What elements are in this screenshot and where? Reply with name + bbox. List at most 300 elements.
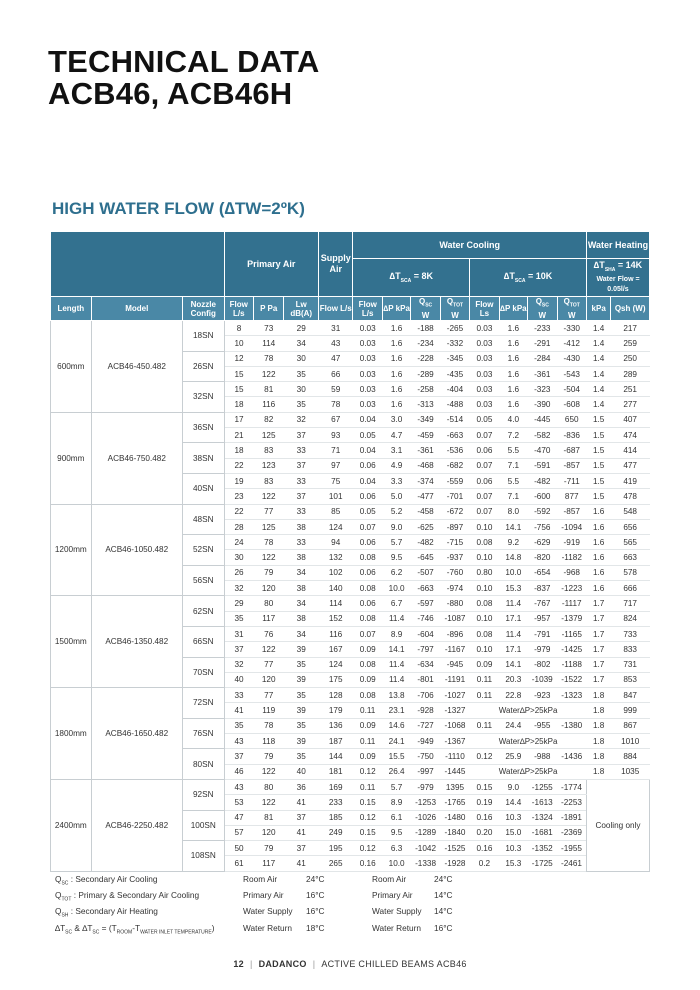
table-cell: 81 <box>254 810 284 825</box>
table-cell: -896 <box>440 626 469 641</box>
table-cell: 14.1 <box>499 519 527 534</box>
table-cell: 419 <box>611 473 650 488</box>
table-cell: 0.11 <box>353 703 382 718</box>
heating-note-cell: Cooling only <box>586 779 649 871</box>
table-cell: -1188 <box>557 657 586 672</box>
table-cell: 0.09 <box>353 749 382 764</box>
table-cell: 38 <box>284 519 319 534</box>
table-cell: 79 <box>254 841 284 856</box>
table-cell: 11.4 <box>382 657 410 672</box>
table-cell: 47 <box>224 810 253 825</box>
table-cell: 1.7 <box>586 642 610 657</box>
table-cell: 33 <box>284 473 319 488</box>
header-water-cooling: Water Cooling <box>353 232 587 259</box>
legend-qtot-text: : Primary & Secondary Air Cooling <box>73 890 200 901</box>
table-cell: 1.7 <box>586 611 610 626</box>
header-dt-sca-10: $\Delta T_{SCA} = 10K$ <box>470 259 587 297</box>
table-cell: 731 <box>611 657 650 672</box>
table-cell: 853 <box>611 672 650 687</box>
table-cell: 28 <box>224 519 253 534</box>
model-cell: ACB46-1050.482 <box>91 504 182 596</box>
table-cell: 0.06 <box>470 473 499 488</box>
table-cell: -1774 <box>557 779 586 794</box>
table-cell: -1027 <box>440 688 469 703</box>
table-cell: 8.0 <box>499 504 527 519</box>
header-qsh: Qsh (W) <box>611 297 650 321</box>
table-cell: -507 <box>411 565 440 580</box>
table-cell: 1.6 <box>499 351 527 366</box>
table-cell: -767 <box>528 596 557 611</box>
table-cell: 877 <box>557 489 586 504</box>
table-cell: 179 <box>318 703 353 718</box>
table-cell: 17 <box>224 412 253 427</box>
table-cell: 21 <box>224 428 253 443</box>
table-cell: -701 <box>440 489 469 504</box>
table-row <box>51 779 650 794</box>
table-cell: 10.0 <box>382 856 410 871</box>
nozzle-cell: 72SN <box>182 688 224 719</box>
table-cell: 249 <box>318 825 353 840</box>
header-flow-ls: Flow L/s <box>224 297 253 321</box>
page-number: 12 <box>233 959 244 969</box>
table-cell: -228 <box>411 351 440 366</box>
table-cell: -997 <box>411 764 440 779</box>
table-cell: 1.6 <box>382 382 410 397</box>
table-cell: 119 <box>254 703 284 718</box>
table-cell: 5.7 <box>382 535 410 550</box>
table-cell: -682 <box>440 458 469 473</box>
table-cell: 666 <box>611 581 650 596</box>
table-cell: 7.1 <box>499 489 527 504</box>
table-cell: -1338 <box>411 856 440 871</box>
table-cell: 0.08 <box>353 657 382 672</box>
table-cell: 46 <box>224 764 253 779</box>
table-cell: 1.6 <box>586 550 610 565</box>
table-cell: 122 <box>254 550 284 565</box>
table-cell: 11.4 <box>382 672 410 687</box>
table-cell: -600 <box>528 489 557 504</box>
table-cell: 5.5 <box>499 473 527 488</box>
table-cell: 122 <box>254 795 284 810</box>
table-cell: 0.15 <box>470 779 499 794</box>
table-cell: 40 <box>224 672 253 687</box>
table-cell: 41 <box>284 856 319 871</box>
table-cell: 34 <box>284 596 319 611</box>
table-cell: 0.06 <box>353 596 382 611</box>
table-cell: 31 <box>224 626 253 641</box>
table-cell: 0.12 <box>353 841 382 856</box>
table-cell: -1445 <box>440 764 469 779</box>
model-cell: ACB46-1650.482 <box>91 688 182 780</box>
table-cell: 9.0 <box>499 779 527 794</box>
table-cell: 26 <box>224 565 253 580</box>
table-cell: -746 <box>411 611 440 626</box>
table-cell: 656 <box>611 519 650 534</box>
table-cell: 1.6 <box>586 519 610 534</box>
table-cell: 6.2 <box>382 565 410 580</box>
table-cell: 195 <box>318 841 353 856</box>
table-cell: 1.6 <box>586 535 610 550</box>
legend-qsh: $Q_{SH}$ : Secondary Air Heating <box>55 906 158 920</box>
table-cell: -1352 <box>528 841 557 856</box>
table-cell: -760 <box>440 565 469 580</box>
legend-water-supply-1: Water Supply <box>243 906 293 917</box>
table-cell: -1840 <box>440 825 469 840</box>
table-cell: 187 <box>318 734 353 749</box>
table-cell: 0.03 <box>353 366 382 381</box>
table-cell: 32 <box>224 581 253 596</box>
table-row <box>51 596 650 611</box>
table-cell: 101 <box>318 489 353 504</box>
length-cell: 1800mm <box>51 688 92 780</box>
legend-primary-air-2: Primary Air <box>372 890 413 901</box>
table-cell: 167 <box>318 642 353 657</box>
table-cell: 57 <box>224 825 253 840</box>
header-flow-10: Flow Ls <box>470 297 499 321</box>
table-cell: 5.7 <box>382 779 410 794</box>
table-cell: 124 <box>318 519 353 534</box>
table-cell: 0.08 <box>353 688 382 703</box>
table-cell: 125 <box>254 428 284 443</box>
table-cell: 38 <box>284 611 319 626</box>
legend-value: 18°C <box>306 922 325 933</box>
table-cell: -1425 <box>557 642 586 657</box>
table-cell: 5.0 <box>382 489 410 504</box>
table-cell: 1.5 <box>586 489 610 504</box>
table-cell: -1167 <box>440 642 469 657</box>
legend-value: 14°C <box>434 906 453 917</box>
header-qsc-8: $Q_{SC}$ W <box>411 297 440 321</box>
table-cell: 6.1 <box>382 810 410 825</box>
header-p-pa: P Pa <box>254 297 284 321</box>
table-cell: -711 <box>557 473 586 488</box>
table-cell: -756 <box>528 519 557 534</box>
table-cell: 85 <box>318 504 353 519</box>
table-cell: 1010 <box>611 734 650 749</box>
table-cell: -1039 <box>528 672 557 687</box>
water-note-cell: Water∆P>25kPa <box>470 703 587 718</box>
table-cell: -1891 <box>557 810 586 825</box>
table-cell: 93 <box>318 428 353 443</box>
table-cell: 29 <box>224 596 253 611</box>
table-cell: 5.2 <box>382 504 410 519</box>
table-cell: 33 <box>284 443 319 458</box>
table-cell: -937 <box>440 550 469 565</box>
table-cell: 73 <box>254 321 284 336</box>
table-cell: 0.08 <box>353 550 382 565</box>
table-cell: -289 <box>411 366 440 381</box>
table-cell: -458 <box>411 504 440 519</box>
table-cell: 41 <box>284 825 319 840</box>
table-cell: 1.4 <box>586 336 610 351</box>
table-cell: -1480 <box>440 810 469 825</box>
table-cell: 17.1 <box>499 642 527 657</box>
table-cell: 0.03 <box>353 351 382 366</box>
table-cell: 14.1 <box>382 642 410 657</box>
table-cell: 1.6 <box>499 321 527 336</box>
table-cell: -390 <box>528 397 557 412</box>
table-cell: -797 <box>411 642 440 657</box>
table-cell: -715 <box>440 535 469 550</box>
table-cell: 8.9 <box>382 795 410 810</box>
table-cell: -1367 <box>440 734 469 749</box>
table-cell: -1182 <box>557 550 586 565</box>
table-cell: -258 <box>411 382 440 397</box>
page-footer: 12 | DADANCO | ACTIVE CHILLED BEAMS ACB46 <box>233 959 467 969</box>
table-cell: 0.04 <box>353 412 382 427</box>
table-cell: 0.06 <box>470 443 499 458</box>
table-cell: -663 <box>440 428 469 443</box>
table-cell: -1955 <box>557 841 586 856</box>
table-cell: -2369 <box>557 825 586 840</box>
table-cell: 38 <box>284 581 319 596</box>
table-cell: 23 <box>224 489 253 504</box>
nozzle-cell: 40SN <box>182 473 224 504</box>
table-cell: -1725 <box>528 856 557 871</box>
table-cell: 0.08 <box>470 535 499 550</box>
table-cell: 6.3 <box>382 841 410 856</box>
table-cell: 565 <box>611 535 650 550</box>
table-cell: 0.03 <box>353 397 382 412</box>
table-cell: -1928 <box>440 856 469 871</box>
table-cell: 4.7 <box>382 428 410 443</box>
header-dt-sha: $\Delta T_{SHA} = 14K$ Water Flow = 0.05l/s <box>586 259 649 297</box>
table-cell: 15.0 <box>499 825 527 840</box>
table-cell: 0.80 <box>470 565 499 580</box>
header-water-heating: Water Heating <box>586 232 649 259</box>
table-cell: -582 <box>528 428 557 443</box>
table-cell: -470 <box>528 443 557 458</box>
table-cell: -330 <box>557 321 586 336</box>
table-cell: 15.3 <box>499 581 527 596</box>
table-cell: 116 <box>318 626 353 641</box>
table-cell: 0.08 <box>470 626 499 641</box>
table-cell: 0.03 <box>353 382 382 397</box>
table-cell: 34 <box>284 336 319 351</box>
table-cell: -727 <box>411 718 440 733</box>
table-cell: -1087 <box>440 611 469 626</box>
table-cell: 0.19 <box>470 795 499 810</box>
table-cell: -1327 <box>440 703 469 718</box>
table-cell: -1289 <box>411 825 440 840</box>
table-cell: -435 <box>440 366 469 381</box>
table-cell: 578 <box>611 565 650 580</box>
table-cell: -188 <box>411 321 440 336</box>
table-cell: 43 <box>318 336 353 351</box>
table-cell: -1324 <box>528 810 557 825</box>
table-cell: -488 <box>440 397 469 412</box>
table-cell: -1165 <box>557 626 586 641</box>
legend-value: 16°C <box>434 922 453 933</box>
nozzle-cell: 92SN <box>182 779 224 810</box>
legend-values-1 <box>306 871 325 936</box>
water-note-cell: Water∆P>25kPa <box>470 734 587 749</box>
table-cell: 1.8 <box>586 718 610 733</box>
table-cell: 17.1 <box>499 611 527 626</box>
table-cell: -919 <box>557 535 586 550</box>
table-cell: 0.03 <box>470 351 499 366</box>
table-cell: 1.5 <box>586 473 610 488</box>
table-cell: 1.6 <box>382 397 410 412</box>
table-cell: 39 <box>284 734 319 749</box>
table-cell: 79 <box>254 565 284 580</box>
table-cell: 122 <box>254 366 284 381</box>
legend-dt: $\Delta T_{SC}$ & $\Delta T_{SC} = (T_{ROOM}-T_{WATER INLET TEMPERATURE})$ <box>55 922 215 936</box>
nozzle-cell: 66SN <box>182 626 224 657</box>
table-cell: 33 <box>284 535 319 550</box>
table-cell: -955 <box>528 718 557 733</box>
nozzle-cell: 100SN <box>182 810 224 841</box>
legend-room-air-1: Room Air <box>243 874 278 884</box>
header-qsc-10-unit: W <box>538 310 547 320</box>
table-cell: -1042 <box>411 841 440 856</box>
table-cell: -988 <box>528 749 557 764</box>
nozzle-cell: 36SN <box>182 412 224 443</box>
table-cell: 0.08 <box>470 596 499 611</box>
table-cell: 22.8 <box>499 688 527 703</box>
table-cell: 97 <box>318 458 353 473</box>
table-cell: 0.10 <box>470 642 499 657</box>
table-cell: 14.6 <box>382 718 410 733</box>
table-cell: 0.06 <box>353 565 382 580</box>
header-kpa: kPa <box>586 297 610 321</box>
legend-dt-and: & ∆T <box>74 922 93 933</box>
table-cell: 0.11 <box>353 734 382 749</box>
table-cell: 61 <box>224 856 253 871</box>
table-cell: 1.6 <box>499 397 527 412</box>
table-cell: 33 <box>224 688 253 703</box>
table-cell: 11.4 <box>499 596 527 611</box>
table-cell: -1223 <box>557 581 586 596</box>
table-cell: -468 <box>411 458 440 473</box>
table-cell: 26.4 <box>382 764 410 779</box>
table-cell: 0.08 <box>353 611 382 626</box>
table-cell: 76 <box>254 626 284 641</box>
table-cell: 18 <box>224 397 253 412</box>
table-cell: 41 <box>224 703 253 718</box>
header-lw: Lw dB(A) <box>284 297 319 321</box>
header-nozzle: Nozzle Config <box>182 297 224 321</box>
footer-doc-title: ACTIVE CHILLED BEAMS ACB46 <box>321 959 467 969</box>
table-cell: 1.7 <box>586 596 610 611</box>
table-cell: 0.08 <box>353 581 382 596</box>
table-cell: -1253 <box>411 795 440 810</box>
header-qtot-10: $Q_{TOT}$ W <box>557 297 586 321</box>
table-cell: 35 <box>224 611 253 626</box>
table-cell: 132 <box>318 550 353 565</box>
table-cell: 0.2 <box>470 856 499 871</box>
legend-value: 16°C <box>306 890 325 901</box>
title-line-1: TECHNICAL DATA <box>48 44 320 79</box>
table-cell: 3.1 <box>382 443 410 458</box>
table-cell: 1.4 <box>586 351 610 366</box>
table-cell: 38 <box>284 550 319 565</box>
table-cell: -634 <box>411 657 440 672</box>
table-cell: 37 <box>284 458 319 473</box>
table-cell: 0.12 <box>470 749 499 764</box>
table-cell: 23.1 <box>382 703 410 718</box>
table-cell: 10.0 <box>382 581 410 596</box>
table-cell: 185 <box>318 810 353 825</box>
nozzle-cell: 38SN <box>182 443 224 474</box>
table-cell: 0.15 <box>353 825 382 840</box>
header-supply-air: Supply Air <box>318 232 353 297</box>
table-cell: -604 <box>411 626 440 641</box>
table-cell: -445 <box>528 412 557 427</box>
header-qtot-8-unit: W <box>451 310 459 320</box>
table-cell: -836 <box>557 428 586 443</box>
table-cell: -857 <box>557 504 586 519</box>
table-cell: -313 <box>411 397 440 412</box>
table-cell: 37 <box>284 489 319 504</box>
nozzle-cell: 108SN <box>182 841 224 872</box>
table-cell: -482 <box>411 535 440 550</box>
legend-water-return-1: Water Return <box>243 922 293 933</box>
table-cell: 32 <box>284 412 319 427</box>
table-cell: 0.09 <box>353 672 382 687</box>
table-cell: 120 <box>254 672 284 687</box>
legend-qtot: $Q_{TOT}$ : Primary & Secondary Air Cooling <box>55 890 200 903</box>
table-cell: 78 <box>318 397 353 412</box>
table-cell: -332 <box>440 336 469 351</box>
table-cell: 181 <box>318 764 353 779</box>
table-cell: 77 <box>254 504 284 519</box>
table-cell: 15 <box>224 382 253 397</box>
nozzle-cell: 70SN <box>182 657 224 688</box>
table-cell: 0.05 <box>353 428 382 443</box>
length-cell: 1500mm <box>51 596 92 688</box>
table-cell: -559 <box>440 473 469 488</box>
table-cell: 43 <box>224 779 253 794</box>
header-dt-sha-value: = 14K <box>617 260 643 271</box>
table-cell: -1613 <box>528 795 557 810</box>
table-cell: 30 <box>284 351 319 366</box>
table-cell: 35 <box>224 718 253 733</box>
nozzle-cell: 80SN <box>182 749 224 780</box>
table-cell: 123 <box>254 458 284 473</box>
table-cell: 0.03 <box>470 321 499 336</box>
table-cell: 24.4 <box>499 718 527 733</box>
water-note-cell: Water∆P>25kPa <box>470 764 587 779</box>
table-cell: 0.11 <box>470 672 499 687</box>
table-cell: 125 <box>254 519 284 534</box>
table-cell: 0.06 <box>353 458 382 473</box>
table-cell: -837 <box>528 581 557 596</box>
table-cell: -974 <box>440 581 469 596</box>
table-cell: -1026 <box>411 810 440 825</box>
table-cell: 233 <box>318 795 353 810</box>
table-cell: 80 <box>254 596 284 611</box>
table-cell: -923 <box>528 688 557 703</box>
table-cell: 80 <box>254 779 284 794</box>
table-cell: -1522 <box>557 672 586 687</box>
table-cell: 478 <box>611 489 650 504</box>
table-cell: -802 <box>528 657 557 672</box>
table-cell: 175 <box>318 672 353 687</box>
table-cell: 122 <box>254 489 284 504</box>
table-cell: 37 <box>224 642 253 657</box>
table-cell: 0.03 <box>470 336 499 351</box>
table-cell: -608 <box>557 397 586 412</box>
table-cell: 0.16 <box>470 810 499 825</box>
table-cell: 9.2 <box>499 535 527 550</box>
table-cell: 0.04 <box>353 443 382 458</box>
table-cell: -345 <box>440 351 469 366</box>
table-cell: 40 <box>284 764 319 779</box>
table-cell: 1.5 <box>586 412 610 427</box>
header-dp-10: ∆P kPa <box>499 297 527 321</box>
table-cell: 120 <box>254 581 284 596</box>
